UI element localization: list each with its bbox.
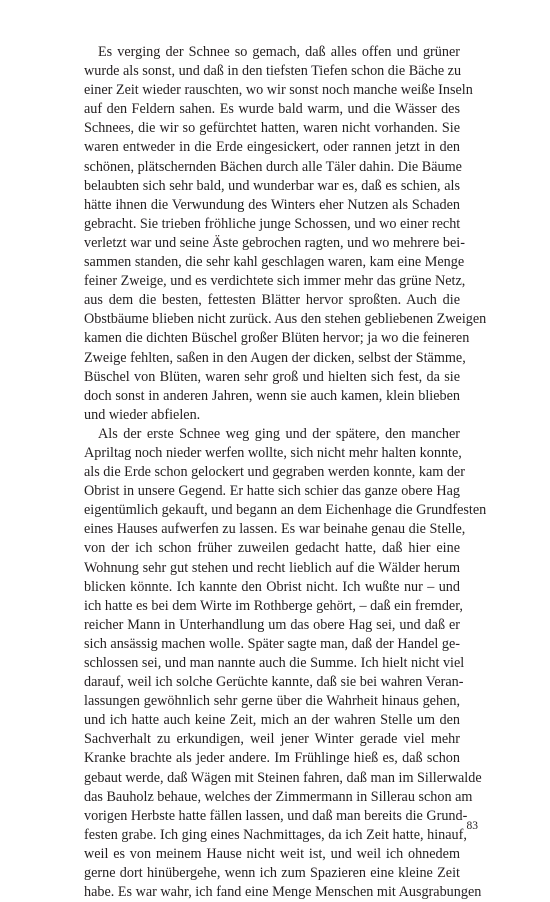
text-line: belaubten sich sehr bald, und wunderbar war es, daß es schien, als [84,177,460,194]
text-line: gerne dort hinübergehe, wenn ich zum Spazieren eine kleine Zeit [84,865,460,882]
text-line: das Bauholz behaue, welches der Zimmermann in Sillerau schon am [84,788,473,805]
text-line: darauf, weil ich solche Gerüchte kannte, daß sie bei wahren Veran- [84,674,464,691]
text-line: Wohnung sehr gut stehen und recht lieblich auf die Wälder herum [84,559,460,576]
text-line: blicken könnte. Ich kannte den Obrist nicht. Ich wußte nur – und [84,578,460,595]
page-number: 83 [466,820,478,832]
text-line: wurde als sonst, und daß in den tiefsten Tiefen schon die Bäche zu [84,63,462,80]
text-line: doch sonst in anderen Jahren, wenn sie auch kamen, klein blieben [84,387,460,404]
text-line: gebracht. Sie trieben fröhliche junge Schossen, und wo einer recht [84,215,461,232]
text-line: als die Erde schon gelockert und gegraben werden konnte, kam der [84,464,465,481]
text-line: sammen standen, die sehr kahl geschlagen waren, kam eine Menge [84,254,465,271]
text-line: lassungen gewöhnlich sehr gerne über die Wahrheit hinaus gehen, [84,693,460,710]
paragraph [84,43,487,425]
text-line: Obstbäume blieben nicht zurück. Aus den stehen gebliebenen Zweigen [84,311,487,328]
text-line: und wieder abfielen. [84,406,201,423]
text-line: Kranke brachte als jeder andere. Im Frühlinge hieß es, daß schon [84,750,460,767]
text-line: hätte ihnen die Verwundung des Winters eher Nutzen als Schaden [84,196,460,213]
text-line: eines Hauses aufwerfen zu lassen. Es war beinahe genau die Stelle, [84,521,466,538]
text-line: sich ansässig machen wolle. Später sagte man, daß der Handel ge- [84,635,460,652]
text-line: waren entweder in die Erde eingesickert, oder rannen jetzt in den [84,139,460,156]
text-line: verletzt war und seine Äste gebrochen ragten, und wo mehrere bei- [84,234,465,251]
text-line: feiner Zweige, und es verdichtete sich immer mehr das grüne Netz, [84,273,466,290]
text-line: ich hatte es bei dem Wirte im Rothberge gehört, – daß ein fremder, [84,597,463,614]
text-line: Es verging der Schnee so gemach, daß alles offen und grüner [98,44,460,60]
text-line: gebaut werde, daß Wägen mit Steinen fahren, daß man im Sillerwalde [84,769,482,786]
text-line: Zweige fehlten, saßen in den Augen der dicken, selbst der Stämme, [84,349,466,366]
text-line: Obrist in unsere Gegend. Er hatte sich schier das ganze obere Hag [84,483,460,500]
text-line: Schnees, die wir so gefürchtet hatten, waren nicht vorhanden. Sie [84,120,460,137]
text-line: schönen, plätschernden Bächen durch alle Täler dahin. Die Bäume [84,158,462,175]
text-line: kamen die dichten Büschel großer Blüten hervor; ja wo die feineren [84,330,470,347]
text-line: Büschel von Blüten, waren sehr groß und hielten sich fest, da sie [84,368,460,385]
text-line: weil es von meinem Hause nicht weit ist, und weil ich ohnedem [84,845,460,862]
text-line: und ich hatte auch keine Zeit, mich an der wahren Stelle um den [84,712,460,729]
text-line: einer Zeit wieder rauschten, wo wir sonst noch manche weiße Inseln [84,82,473,99]
text-line: aus dem die besten, fettesten Blätter hervor sproßten. Auch die [84,292,460,309]
text-line: Als der erste Schnee weg ging und der spätere, den mancher [98,425,460,442]
text-line: auf den Feldern sahen. Es wurde bald warm, und die Wässer des [84,101,460,118]
text-line: vorigen Herbste hatte fällen lassen, und daß man bereits die Grund- [84,807,468,824]
text-line: Sachverhalt zu erkundigen, weil jener Winter gerade viel mehr [84,731,460,748]
text-line: habe. Es war wahr, ich fand eine Menge Menschen mit Ausgrabungen [84,884,482,901]
text-line: schlossen sei, und man nannte auch die Summe. Ich hielt nicht viel [84,655,465,671]
text-line: eigentümlich gekauft, und begann an dem Eichenhage die Grundfesten [84,502,487,519]
text-line: reicher Mann in Unterhandlung um das obere Hag sei, und daß er [84,616,460,633]
text-line: festen grabe. Ich ging eines Nachmittages, da ich Zeit hatte, hinauf, [84,826,467,843]
text-line: von der ich schon früher zuweilen gedacht hatte, daß hier eine [84,540,460,557]
text-line: Apriltag noch nieder werfen wollte, sich nicht mehr halten konnte, [84,444,462,461]
